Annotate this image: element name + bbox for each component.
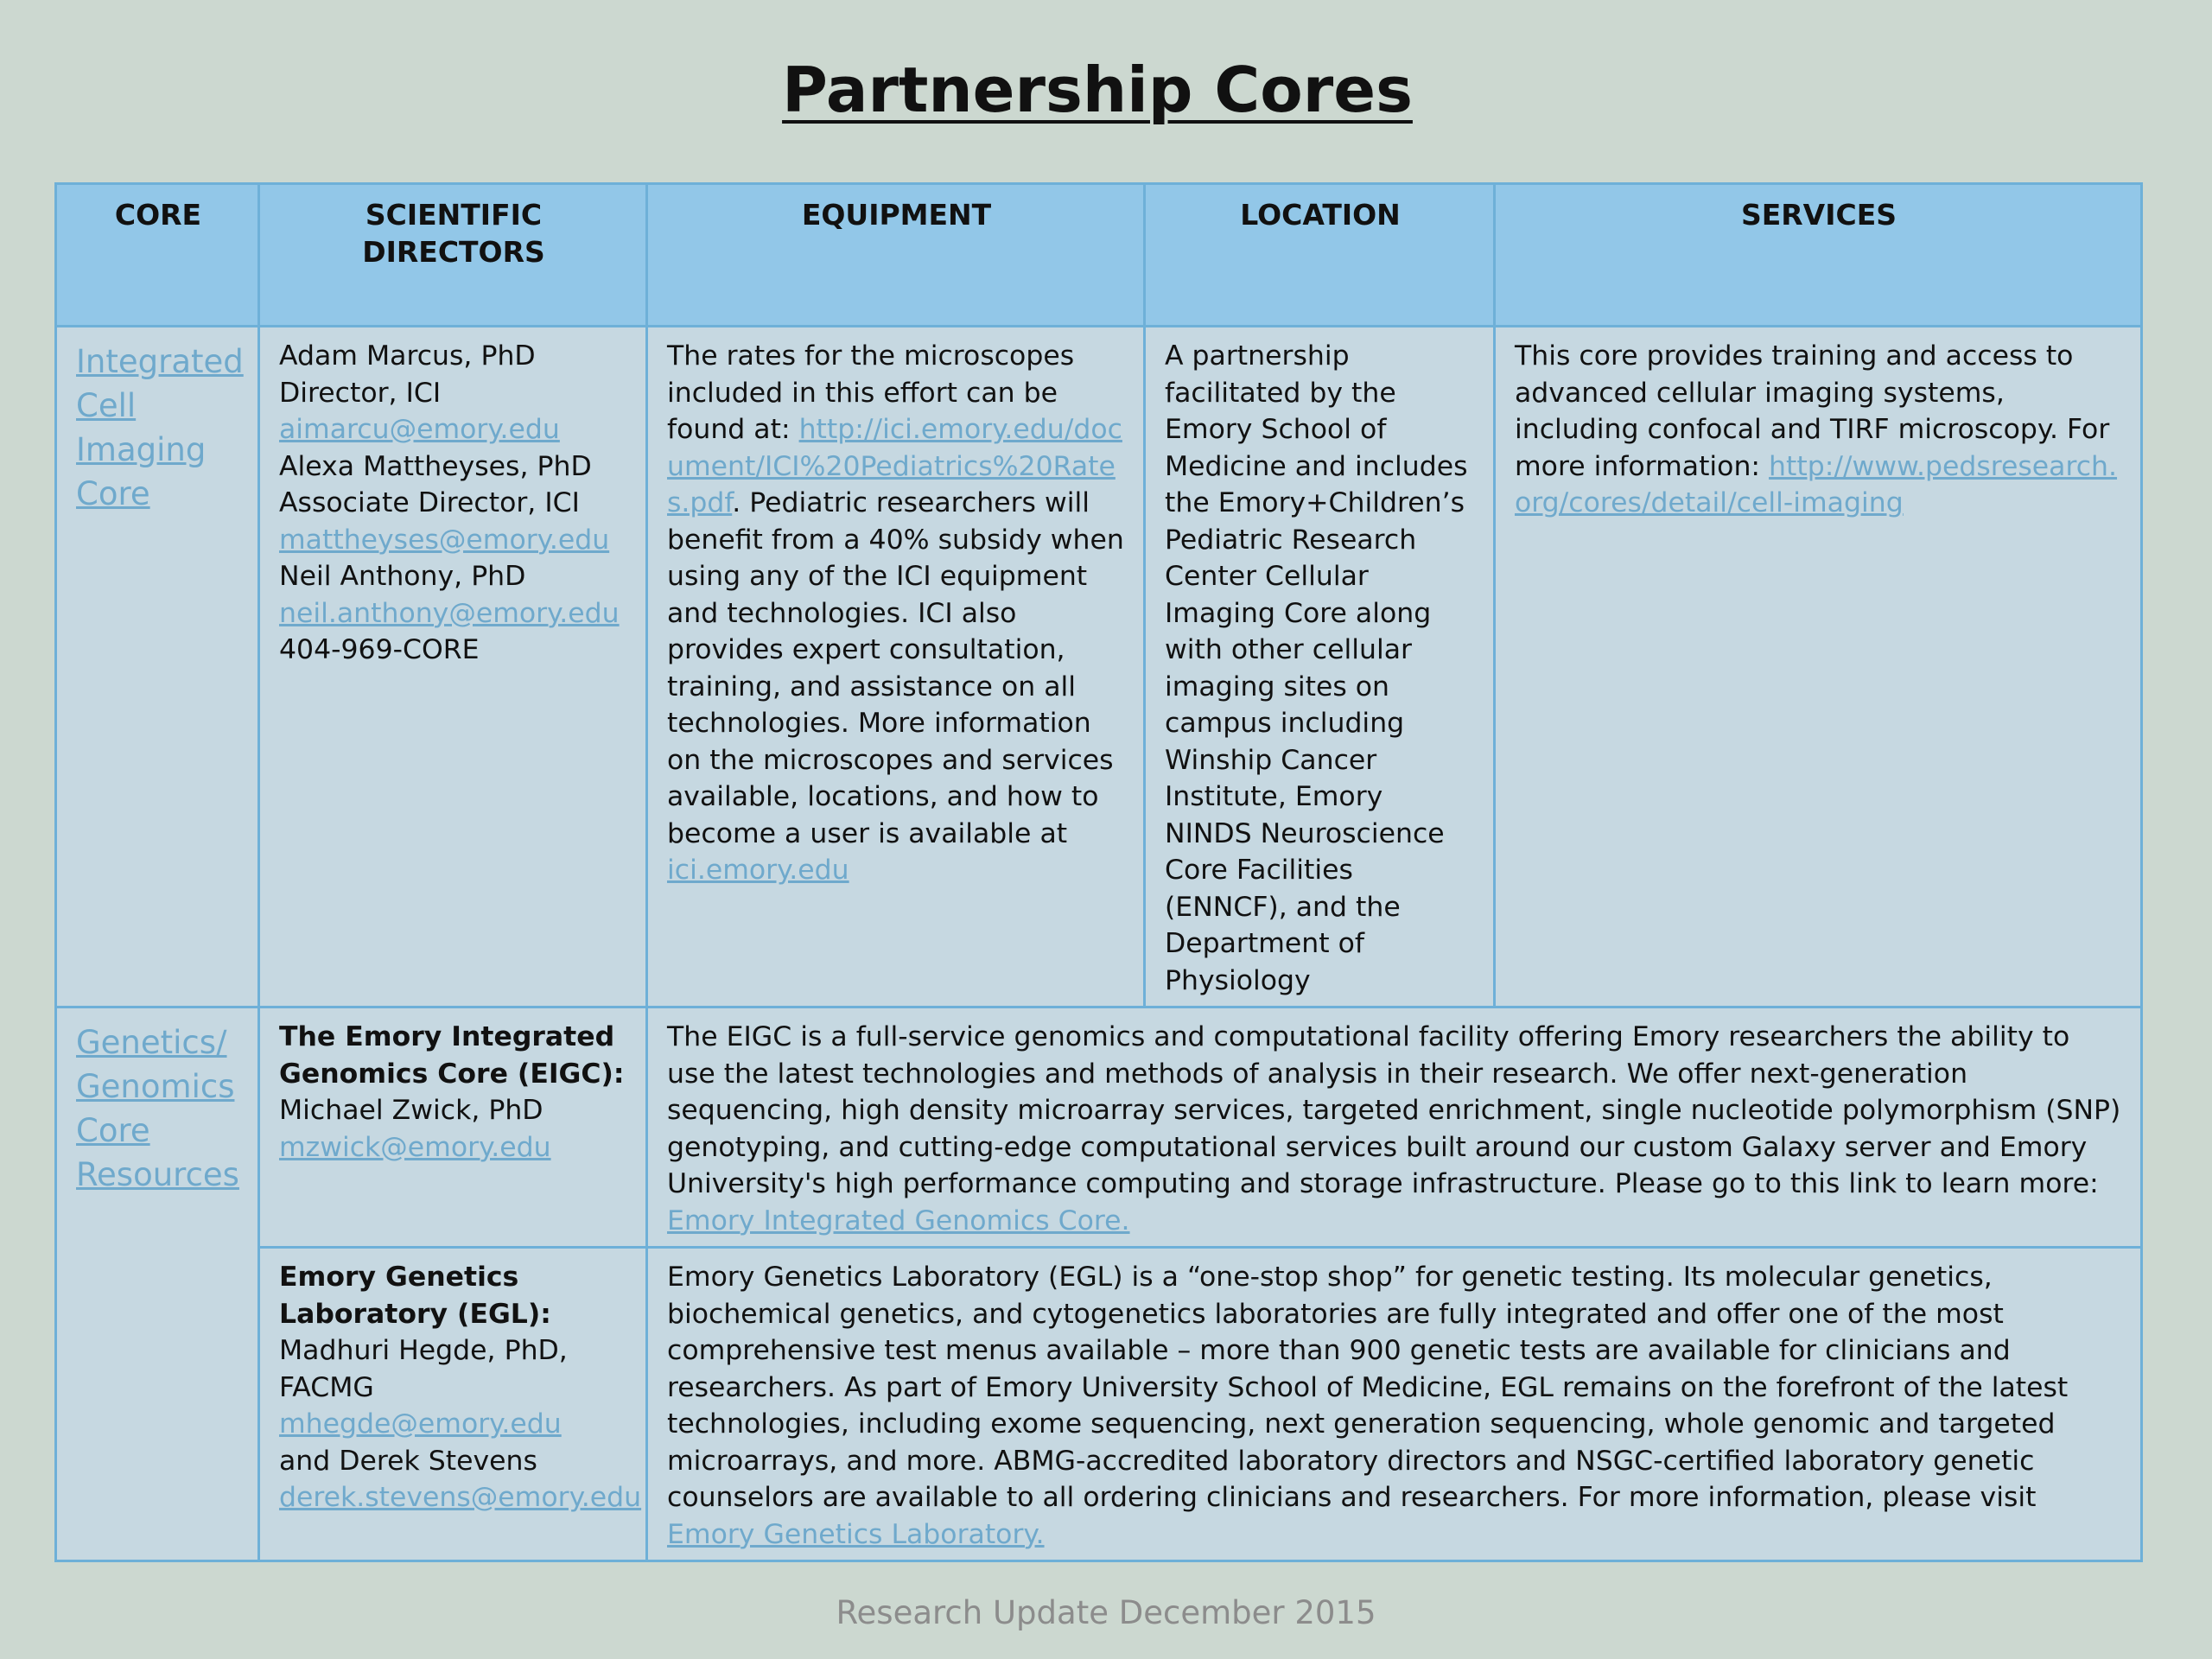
partnership-cores-table	[54, 182, 2143, 1562]
eigc-link[interactable]: Emory Integrated Genomics Core.	[667, 1205, 1130, 1236]
table-row-egl	[56, 1248, 2142, 1561]
services-link[interactable]: http://www.pedsresearch.org/cores/detail/cell-imaging	[1515, 450, 2118, 518]
core-cell-ici	[56, 327, 259, 1007]
director-email-link[interactable]: mattheyses@emory.edu	[279, 524, 610, 556]
footer-text: Research Update December 2015	[836, 1594, 1376, 1631]
rates-pdf-link[interactable]: http://ici.emory.edu/document/ICI%20Pediatrics%20Rates.pdf	[667, 414, 1122, 518]
core-link-integrated-cell-imaging[interactable]: Integrated Cell Imaging Core	[76, 343, 244, 512]
ici-site-link[interactable]: ici.emory.edu	[667, 855, 849, 886]
services-cell-ici	[1495, 327, 2142, 1007]
egl-description: Emory Genetics Laboratory (EGL) is a “one-stop shop” for genetic testing. Its molecular genetics, biochemical genetics, and cytogenetics laboratories are fully integrated and offer one of the most comprehensive test menus available – more than 900 genetic tests are available for clinicians and researchers. As part of Emory University School of Medicine, EGL remains on the forefront of the latest technologies, including exome sequencing, next generation sequencing, whole genomic and targeted microarrays, and more. ABMG-accredited laboratory directors and NSGC-certified laboratory genetic counselors are available to all ordering clinicians and researchers. For more information, please visit	[667, 1262, 2069, 1513]
director-name: Adam Marcus, PhD	[279, 340, 536, 372]
equipment-description: Pediatric researchers will benefit from a 40% subsidy when using any of the ICI equipment and technologies. ICI also provides expert consultation, training, and assistance on all technologies. More information on the microscopes and services available, locations, and how to become a user is available at	[667, 487, 1124, 849]
header-location: LOCATION	[1145, 184, 1495, 327]
header-services: SERVICES	[1495, 184, 2142, 327]
eigc-description-cell	[647, 1007, 2142, 1248]
header-scientific-directors: SCIENTIFIC DIRECTORS	[259, 184, 647, 327]
services-text: This core provides training and access to advanced cellular imaging systems, including confocal and TIRF microscopy. For more information:	[1515, 340, 2110, 482]
directors-cell-ici	[259, 327, 647, 1007]
page-title: Partnership Cores	[782, 54, 1413, 126]
phone-number: 404-969-CORE	[279, 634, 480, 665]
egl-heading: Emory Genetics Laboratory (EGL):	[279, 1262, 551, 1330]
director-title: Director, ICI	[279, 377, 442, 409]
director-email-link[interactable]: mhegde@emory.edu	[279, 1408, 562, 1440]
egl-link[interactable]: Emory Genetics Laboratory.	[667, 1518, 1045, 1550]
director-name: Alexa Mattheyses, PhD	[279, 450, 592, 482]
director-email-link[interactable]: derek.stevens@emory.edu	[279, 1482, 642, 1513]
table-row-ici	[56, 327, 2142, 1007]
directors-cell-eigc	[259, 1007, 647, 1248]
header-row	[56, 184, 2142, 327]
director-name: Michael Zwick, PhD	[279, 1095, 543, 1126]
director-email-link[interactable]: aimarcu@emory.edu	[279, 414, 560, 445]
core-cell-genetics	[56, 1007, 259, 1561]
equipment-cell-ici: The rates for the microscopes included in this effort can be found at: http://ici.emory.edu/document/ICI%20Pediatrics%20Rates.pdf. Pediatric researchers will benefit from a 40% subsidy when using any of the ICI equipment and technologies. ICI also provides expert consultation, training, and assistance on all technologies. More information on the microscopes and services available, locations, and how to become a user is available at ici.emory.edu	[647, 327, 1145, 1007]
equipment-intro: The rates for the microscopes included in this effort can be found at:	[667, 340, 1075, 445]
header-equipment: EQUIPMENT	[647, 184, 1145, 327]
director-name: Madhuri Hegde, PhD, FACMG	[279, 1335, 568, 1403]
director-name: and Derek Stevens	[279, 1445, 537, 1477]
header-core: CORE	[56, 184, 259, 327]
director-email-link[interactable]: mzwick@emory.edu	[279, 1131, 551, 1163]
director-email-link[interactable]: neil.anthony@emory.edu	[279, 597, 620, 629]
eigc-description: The EIGC is a full-service genomics and computational facility offering Emory researchers the ability to use the latest technologies and methods of analysis in their research. We offer next-generation sequencing, high density microarray services, targeted enrichment, single nucleotide polymorphism (SNP) genotyping, and cutting-edge computational services built around our custom Galaxy server and Emory University's high performance computing and storage infrastructure. Please go to this link to learn more:	[667, 1021, 2121, 1199]
core-link-genetics-genomics[interactable]: Genetics/ Genomics Core Resources	[76, 1024, 239, 1193]
director-title: Associate Director, ICI	[279, 487, 580, 518]
location-cell-ici: A partnership facilitated by the Emory School of Medicine and includes the Emory+Children’s Pediatric Research Center Cellular Imaging Core along with other cellular imaging sites on campus including Winship Cancer Institute, Emory NINDS Neuroscience Core Facilities (ENNCF), and the Department of Physiology	[1145, 327, 1495, 1007]
eigc-heading: The Emory Integrated Genomics Core (EIGC):	[279, 1021, 625, 1090]
egl-description-cell	[647, 1248, 2142, 1561]
director-name: Neil Anthony, PhD	[279, 561, 526, 592]
table-row-eigc	[56, 1007, 2142, 1248]
directors-cell-egl	[259, 1248, 647, 1561]
